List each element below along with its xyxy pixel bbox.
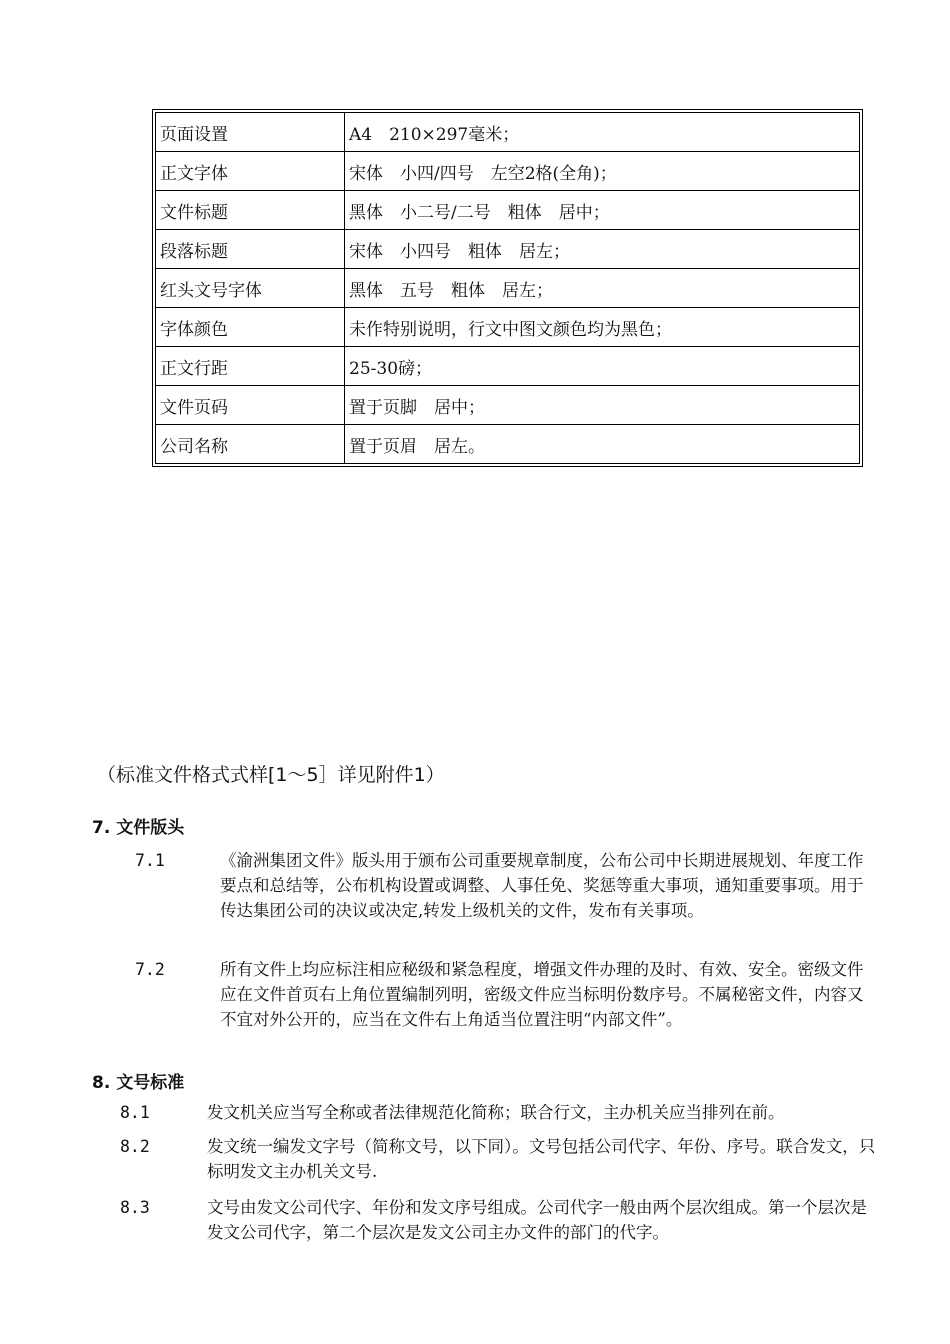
item-number: 8.2 <box>120 1137 150 1156</box>
section-7-heading: 7. 文件版头 <box>92 818 185 838</box>
format-spec-table <box>155 112 860 464</box>
spec-label: 正文行距 <box>156 347 345 386</box>
item-number: 7.2 <box>135 960 165 979</box>
spec-label: 正文字体 <box>156 152 345 191</box>
spec-row <box>156 230 860 269</box>
spec-value: 置于页眉 居左。 <box>345 425 860 464</box>
spec-value: 宋体 小四号 粗体 居左； <box>345 230 860 269</box>
item-text: 《渝洲集团文件》版头用于颁布公司重要规章制度，公布公司中长期进展规划、年度工作要点和总结等，公布机构设置或调整、人事任免、奖惩等重大事项，通知重要事项。用于传达集团公司的决议或决定,转发上级机关的文件，发布有关事项。 <box>220 851 864 920</box>
spec-row <box>156 308 860 347</box>
spec-row <box>156 269 860 308</box>
spec-label: 文件标题 <box>156 191 345 230</box>
spec-row <box>156 425 860 464</box>
item-number: 8.3 <box>120 1198 150 1217</box>
spec-label: 公司名称 <box>156 425 345 464</box>
spec-value: A4 210×297毫米； <box>345 113 860 152</box>
item-text: 发文统一编发文字号（简称文号，以下同）。文号包括公司代字、年份、序号。联合发文，只标明发文主办机关文号. <box>207 1137 876 1181</box>
spec-row <box>156 191 860 230</box>
attachment-caption: （标准文件格式式样[1～5］详见附件1） <box>97 764 445 786</box>
spec-label: 字体颜色 <box>156 308 345 347</box>
section-8-heading: 8. 文号标准 <box>92 1073 185 1093</box>
spec-label: 段落标题 <box>156 230 345 269</box>
item-number: 7.1 <box>135 851 165 870</box>
spec-label: 红头文号字体 <box>156 269 345 308</box>
spec-value: 25-30磅； <box>345 347 860 386</box>
spec-row <box>156 113 860 152</box>
spec-row <box>156 347 860 386</box>
item-text: 文号由发文公司代字、年份和发文序号组成。公司代字一般由两个层次组成。第一个层次是发文公司代字，第二个层次是发文公司主办文件的部门的代字。 <box>207 1198 867 1242</box>
spec-value: 置于页脚 居中； <box>345 386 860 425</box>
spec-value: 黑体 小二号/二号 粗体 居中； <box>345 191 860 230</box>
item-number: 8.1 <box>120 1103 150 1122</box>
spec-label: 页面设置 <box>156 113 345 152</box>
item-text: 所有文件上均应标注相应秘级和紧急程度，增强文件办理的及时、有效、安全。密级文件应在文件首页右上角位置编制列明，密级文件应当标明份数序号。不属秘密文件，内容又不宜对外公开的，应当在文件右上角适当位置注明“内部文件”。 <box>220 960 864 1029</box>
item-text: 发文机关应当写全称或者法律规范化简称；联合行文，主办机关应当排列在前。 <box>207 1103 785 1122</box>
spec-value: 宋体 小四/四号 左空2格(全角)； <box>345 152 860 191</box>
spec-row <box>156 152 860 191</box>
spec-row <box>156 386 860 425</box>
spec-value: 未作特别说明，行文中图文颜色均为黑色； <box>345 308 860 347</box>
spec-value: 黑体 五号 粗体 居左； <box>345 269 860 308</box>
spec-label: 文件页码 <box>156 386 345 425</box>
